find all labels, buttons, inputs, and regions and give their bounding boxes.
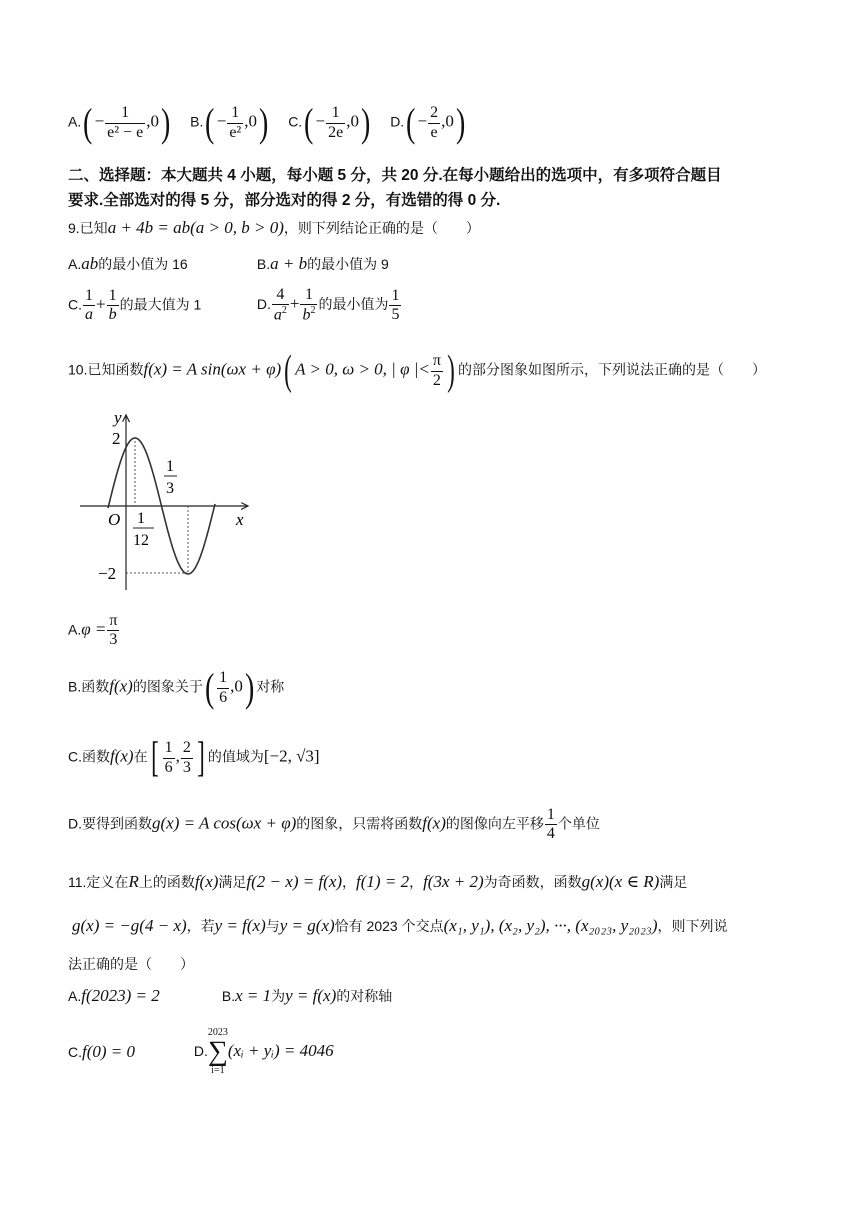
- q11-line1: 11.定义在R上的函数f(x)满足f(2 − x) = f(x)，f(1) = 2，f(3x + 2)为奇函数，函数g(x)(x ∈ R)满足: [68, 872, 688, 891]
- q8-option-a: A.( − $\frac{1}{\text{e² − e}}$ ,0): [68, 100, 171, 145]
- q9-option-b: B.a + b的最小值为 9: [256, 254, 389, 273]
- q9-options-cd: [68, 286, 402, 325]
- q10-option-a: A.φ = $\frac{\pi}{3}$: [68, 612, 118, 649]
- x-axis-label: x: [236, 510, 244, 529]
- q10-stem: 10.已知函数f(x) = A sin(ωx + φ)( A > 0, ω > 0, | φ |< $\frac{\pi}{2}$ ) 的部分图象如图所示，下列说法正确的是（ ）: [68, 348, 766, 394]
- q9-stem: 9.已知a + 4b = ab(a > 0, b > 0)，则下列结论正确的是（ ）: [68, 218, 480, 237]
- q11-options-cd: [68, 1028, 334, 1076]
- q11-option-d: D. 2023 ∑ i=1 (xᵢ + yᵢ) = 4046: [193, 1027, 334, 1076]
- q9-option-c: C. $\frac{1}{a}$ + $\frac{1}{b}$ 的最大值为 1: [68, 286, 202, 324]
- frac2-num: 1: [166, 458, 174, 475]
- q8-option-b: B.( − $\frac{1}{\text{e²}}$ ,0): [190, 100, 269, 145]
- q10-option-d: D.要得到函数g(x) = A cos(ωx + φ)的图象，只需将函数f(x)的图像向左平移 $\frac{1}{4}$ 个单位: [68, 806, 600, 843]
- max-value-label: 2: [112, 429, 121, 448]
- min-value-label: −2: [98, 564, 117, 583]
- q8-options: [68, 100, 481, 145]
- q11-option-c: C.f(0) = 0: [68, 1042, 136, 1061]
- q11-line3: 法正确的是（ ）: [68, 956, 194, 972]
- q8-option-d: D.( − $\frac{2}{e}$ ,0): [390, 100, 466, 145]
- frac2-den: 3: [166, 480, 174, 497]
- q9-options-ab: [68, 254, 389, 274]
- q11-line2: g(x) = −g(4 − x)，若y = f(x)与y = g(x)恰有 2023 个交点(x₁, y₁), (x₂, y₂), ···, (x₂₀₂₃, y₂₀₂₃)，则下列说: [72, 916, 728, 935]
- q8-option-c: C.( − $\frac{1}{2e}$ ,0): [288, 100, 371, 145]
- origin-label: O: [108, 510, 121, 529]
- q11-option-a: A.f(2023) = 2: [68, 986, 160, 1005]
- q11-option-b: B.x = 1为y = f(x)的对称轴: [221, 986, 393, 1005]
- q10-option-b: B.函数f(x)的图象关于( $\frac{1}{6}$ ,0) 对称: [68, 665, 285, 710]
- section2-line1: 二、选择题：本大题共 4 小题，每小题 5 分，共 20 分.在每小题给出的选项中，有多项符合题目: [68, 167, 722, 184]
- frac1-num: 1: [137, 510, 145, 527]
- q10-option-c: C.函数f(x)在[ $\frac{1}{6}$ , $\frac{2}{3}$ ] 的值域为[−2, √3]: [68, 735, 320, 781]
- q9-option-d: D. $\frac{4}{a^2}$ + $\frac{1}{b^2}$ 的最小值为 $\frac{1}{5}$: [256, 286, 400, 324]
- sine-graph: [70, 405, 260, 595]
- q9-option-a: A.ab的最小值为 16: [68, 254, 188, 273]
- y-axis-label: y: [114, 408, 122, 427]
- frac1-den: 12: [133, 532, 149, 549]
- section2-line2: 要求.全部选对的得 5 分，部分选对的得 2 分，有选错的得 0 分.: [68, 192, 501, 209]
- q11-options-ab: [68, 986, 392, 1006]
